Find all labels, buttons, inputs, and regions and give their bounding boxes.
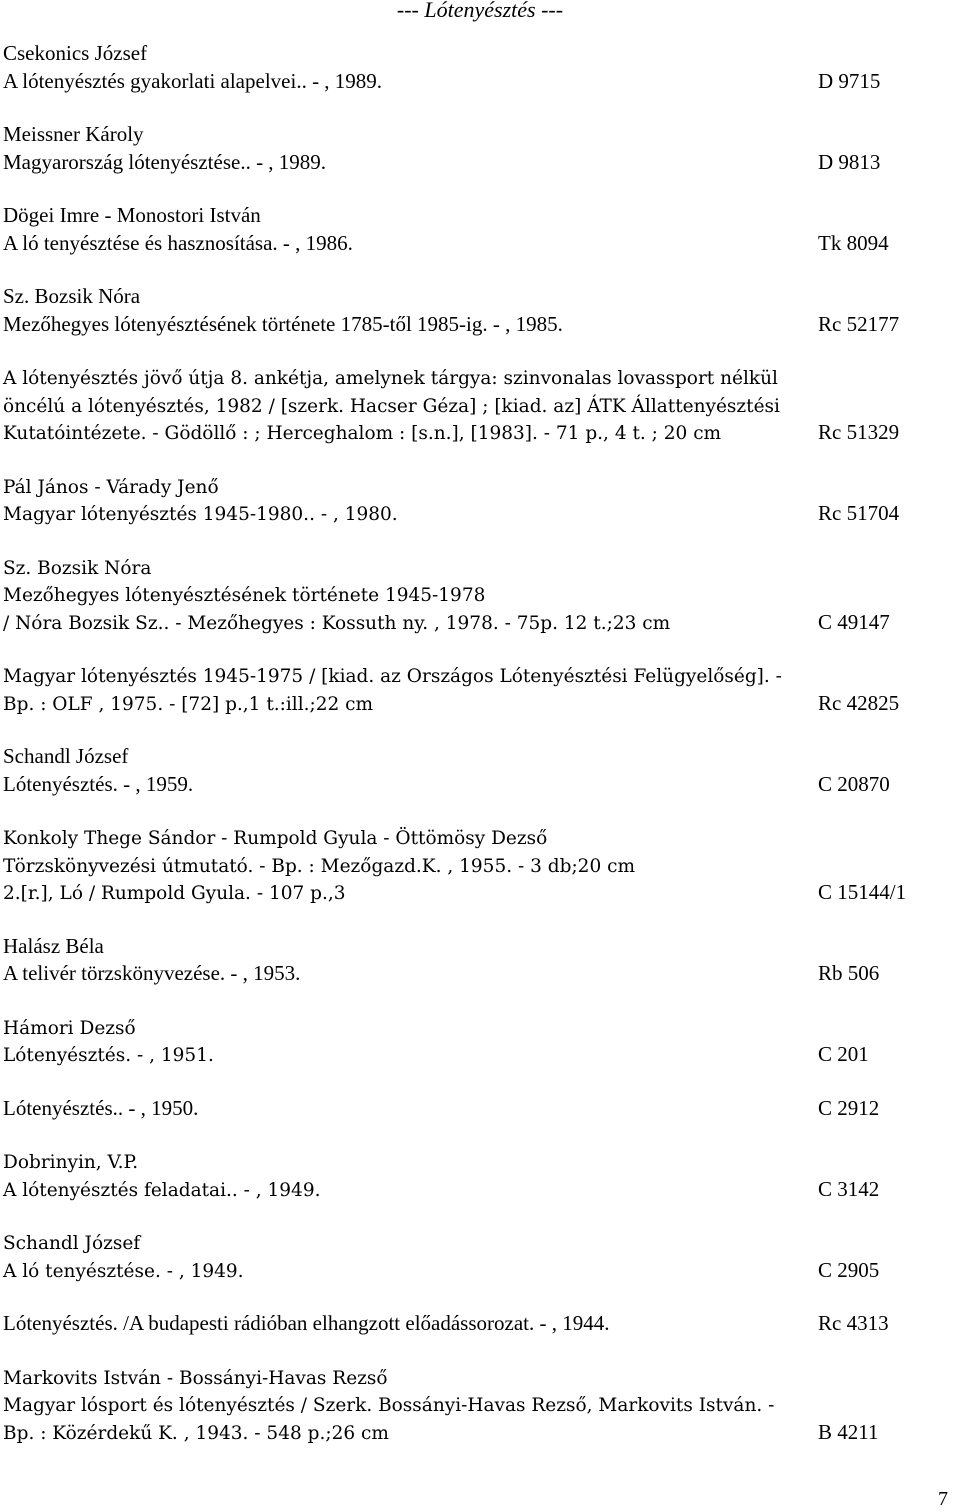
entry-text: Lótenyésztés. /A budapesti rádióban elhangzott előadássorozat. - , 1944. [3,1311,610,1335]
entry-text: Meissner Károly [3,122,144,146]
entry-text: Dögei Imre - Monostori István [3,203,261,227]
catalog-entry [3,554,953,637]
entry-line-row [3,1148,953,1176]
entry-text: Mezőhegyes lótenyésztésének története 1945-1978 [3,585,486,606]
entry-text: Bp. : Közérdekű K. , 1943. - 548 p.;26 cm [3,1422,389,1444]
entry-line-row [3,581,953,609]
entry-line-row [3,1176,953,1204]
entry-text: Lótenyésztés.. - , 1950. [3,1095,199,1120]
entry-line-row [3,364,953,392]
call-number: C 201 [818,1042,869,1066]
catalog-entry [3,1095,953,1123]
entry-line-row [3,121,953,149]
entry-line-row [3,392,953,420]
call-number: Rc 52177 [818,311,900,336]
entry-text: Kutatóintézete. - Gödöllő : ; Herceghalom : [s.n.], [1983]. - 71 p., 4 t. ; 20 cm [3,423,722,444]
call-number: C 15144/1 [818,880,907,904]
catalog-entry [3,40,953,95]
call-number: Rc 51704 [818,501,900,525]
entry-line-row [3,1391,953,1419]
catalog-entry [3,1364,953,1447]
entry-line-row [3,500,953,528]
entry-line-row [3,311,953,339]
entry-line-row [3,554,953,582]
entry-text: Törzskönyvezési útmutató. - Bp. : Mezőgazd.K. , 1955. - 3 db;20 cm [3,855,635,877]
entry-text: Dobrinyin, V.P. [3,1152,139,1173]
entry-text: Magyar lótenyésztés 1945-1980.. - , 1980. [3,504,398,525]
entry-text: Sz. Bozsik Nóra [3,284,141,308]
entry-line-row [3,1364,953,1392]
entry-line-row [3,283,953,311]
call-number: Rc 51329 [818,420,900,444]
entry-text: Markovits István - Bossányi-Havas Rezső [3,1367,388,1389]
catalog-entry [3,1310,953,1338]
entry-line-row [3,473,953,501]
catalog-entry-list [3,40,953,1472]
entry-text: Lótenyésztés. - , 1951. [3,1045,214,1066]
call-number: Tk 8094 [818,230,889,255]
entry-line-row [3,1229,953,1257]
entry-text: Magyarország lótenyésztése.. - , 1989. [3,149,327,174]
catalog-entry [3,743,953,798]
entry-text: A ló tenyésztése és hasznosítása. - , 1986. [3,230,353,255]
call-number: D 9715 [818,68,881,93]
call-number: C 20870 [818,771,890,796]
entry-text: 2.[r.], Ló / Rumpold Gyula. - 107 p.,3 [3,883,346,904]
call-number: C 49147 [818,609,890,634]
entry-line-row [3,771,953,799]
entry-text: Magyar lósport és lótenyésztés / Szerk. Bossányi-Havas Rezső, Markovits István. - [3,1395,775,1416]
catalog-entry [3,121,953,176]
entry-line-row [3,230,953,258]
entry-line-row [3,1419,953,1447]
entry-line-row [3,40,953,68]
entry-text: Schandl József [3,1233,141,1254]
entry-text: Pál János - Várady Jenő [3,476,219,498]
page-number: 7 [938,1488,948,1510]
catalog-entry [3,1148,953,1203]
call-number: C 3142 [818,1176,880,1201]
call-number: C 2912 [818,1095,880,1120]
entry-line-row [3,879,953,907]
entry-text: A lótenyésztés jövő útja 8. ankétja, amelynek tárgya: szinvonalas lovassport nélkül [3,368,778,389]
entry-text: Halász Béla [3,933,104,958]
entry-line-row [3,933,953,961]
entry-line-row [3,1041,953,1069]
entry-text: Konkoly Thege Sándor - Rumpold Gyula - Öttömösy Dezső [3,828,548,849]
entry-text: Lótenyésztés. - , 1959. [3,771,194,796]
entry-text: Schandl József [3,744,129,768]
catalog-entry [3,283,953,338]
catalog-entry [3,473,953,528]
entry-line-row [3,743,953,771]
call-number: Rc 42825 [818,690,900,715]
entry-text: A lótenyésztés feladatai.. - , 1949. [3,1179,321,1201]
entry-line-row [3,609,953,637]
entry-line-row [3,852,953,880]
catalog-entry [3,1014,953,1069]
entry-text: Csekonics József [3,41,148,65]
entry-text: A ló tenyésztése. - , 1949. [3,1260,244,1282]
catalog-entry [3,364,953,447]
entry-line-row [3,419,953,447]
call-number: Rc 4313 [818,1311,889,1335]
entry-line-row [3,1310,953,1338]
entry-line-row [3,662,953,690]
call-number: Rb 506 [818,961,880,985]
entry-line-row [3,960,953,988]
entry-text: / Nóra Bozsik Sz.. - Mezőhegyes : Kossuth ny. , 1978. - 75p. 12 t.;23 cm [3,612,671,634]
entry-line-row [3,68,953,96]
entry-text: Hámori Dezső [3,1017,136,1039]
entry-text: Sz. Bozsik Nóra [3,557,152,579]
entry-line-row [3,149,953,177]
entry-line-row [3,690,953,718]
entry-text: Magyar lótenyésztés 1945-1975 / [kiad. az Országos Lótenyésztési Felügyelőség]. - [3,666,782,687]
entry-text: Mezőhegyes lótenyésztésének története 1785-től 1985-ig. - , 1985. [3,311,563,336]
entry-text: A telivér törzskönyvezése. - , 1953. [3,961,301,985]
catalog-entry [3,1229,953,1284]
catalog-entry [3,662,953,717]
entry-line-row [3,1014,953,1042]
entry-text: öncélú a lótenyésztés, 1982 / [szerk. Hacser Géza] ; [kiad. az] ÁTK Állattenyésztési [3,395,780,417]
call-number: B 4211 [818,1419,879,1444]
catalog-entry [3,933,953,988]
entry-line-row [3,202,953,230]
catalog-entry [3,824,953,907]
catalog-entry [3,202,953,257]
entry-line-row [3,824,953,852]
call-number: C 2905 [818,1257,880,1282]
entry-line-row [3,1257,953,1285]
call-number: D 9813 [818,149,881,174]
page-header: --- Lótenyésztés --- [396,0,564,22]
entry-text: A lótenyésztés gyakorlati alapelvei.. - , 1989. [3,68,383,93]
entry-text: Bp. : OLF , 1975. - [72] p.,1 t.:ill.;22 cm [3,693,374,715]
entry-line-row [3,1095,953,1123]
